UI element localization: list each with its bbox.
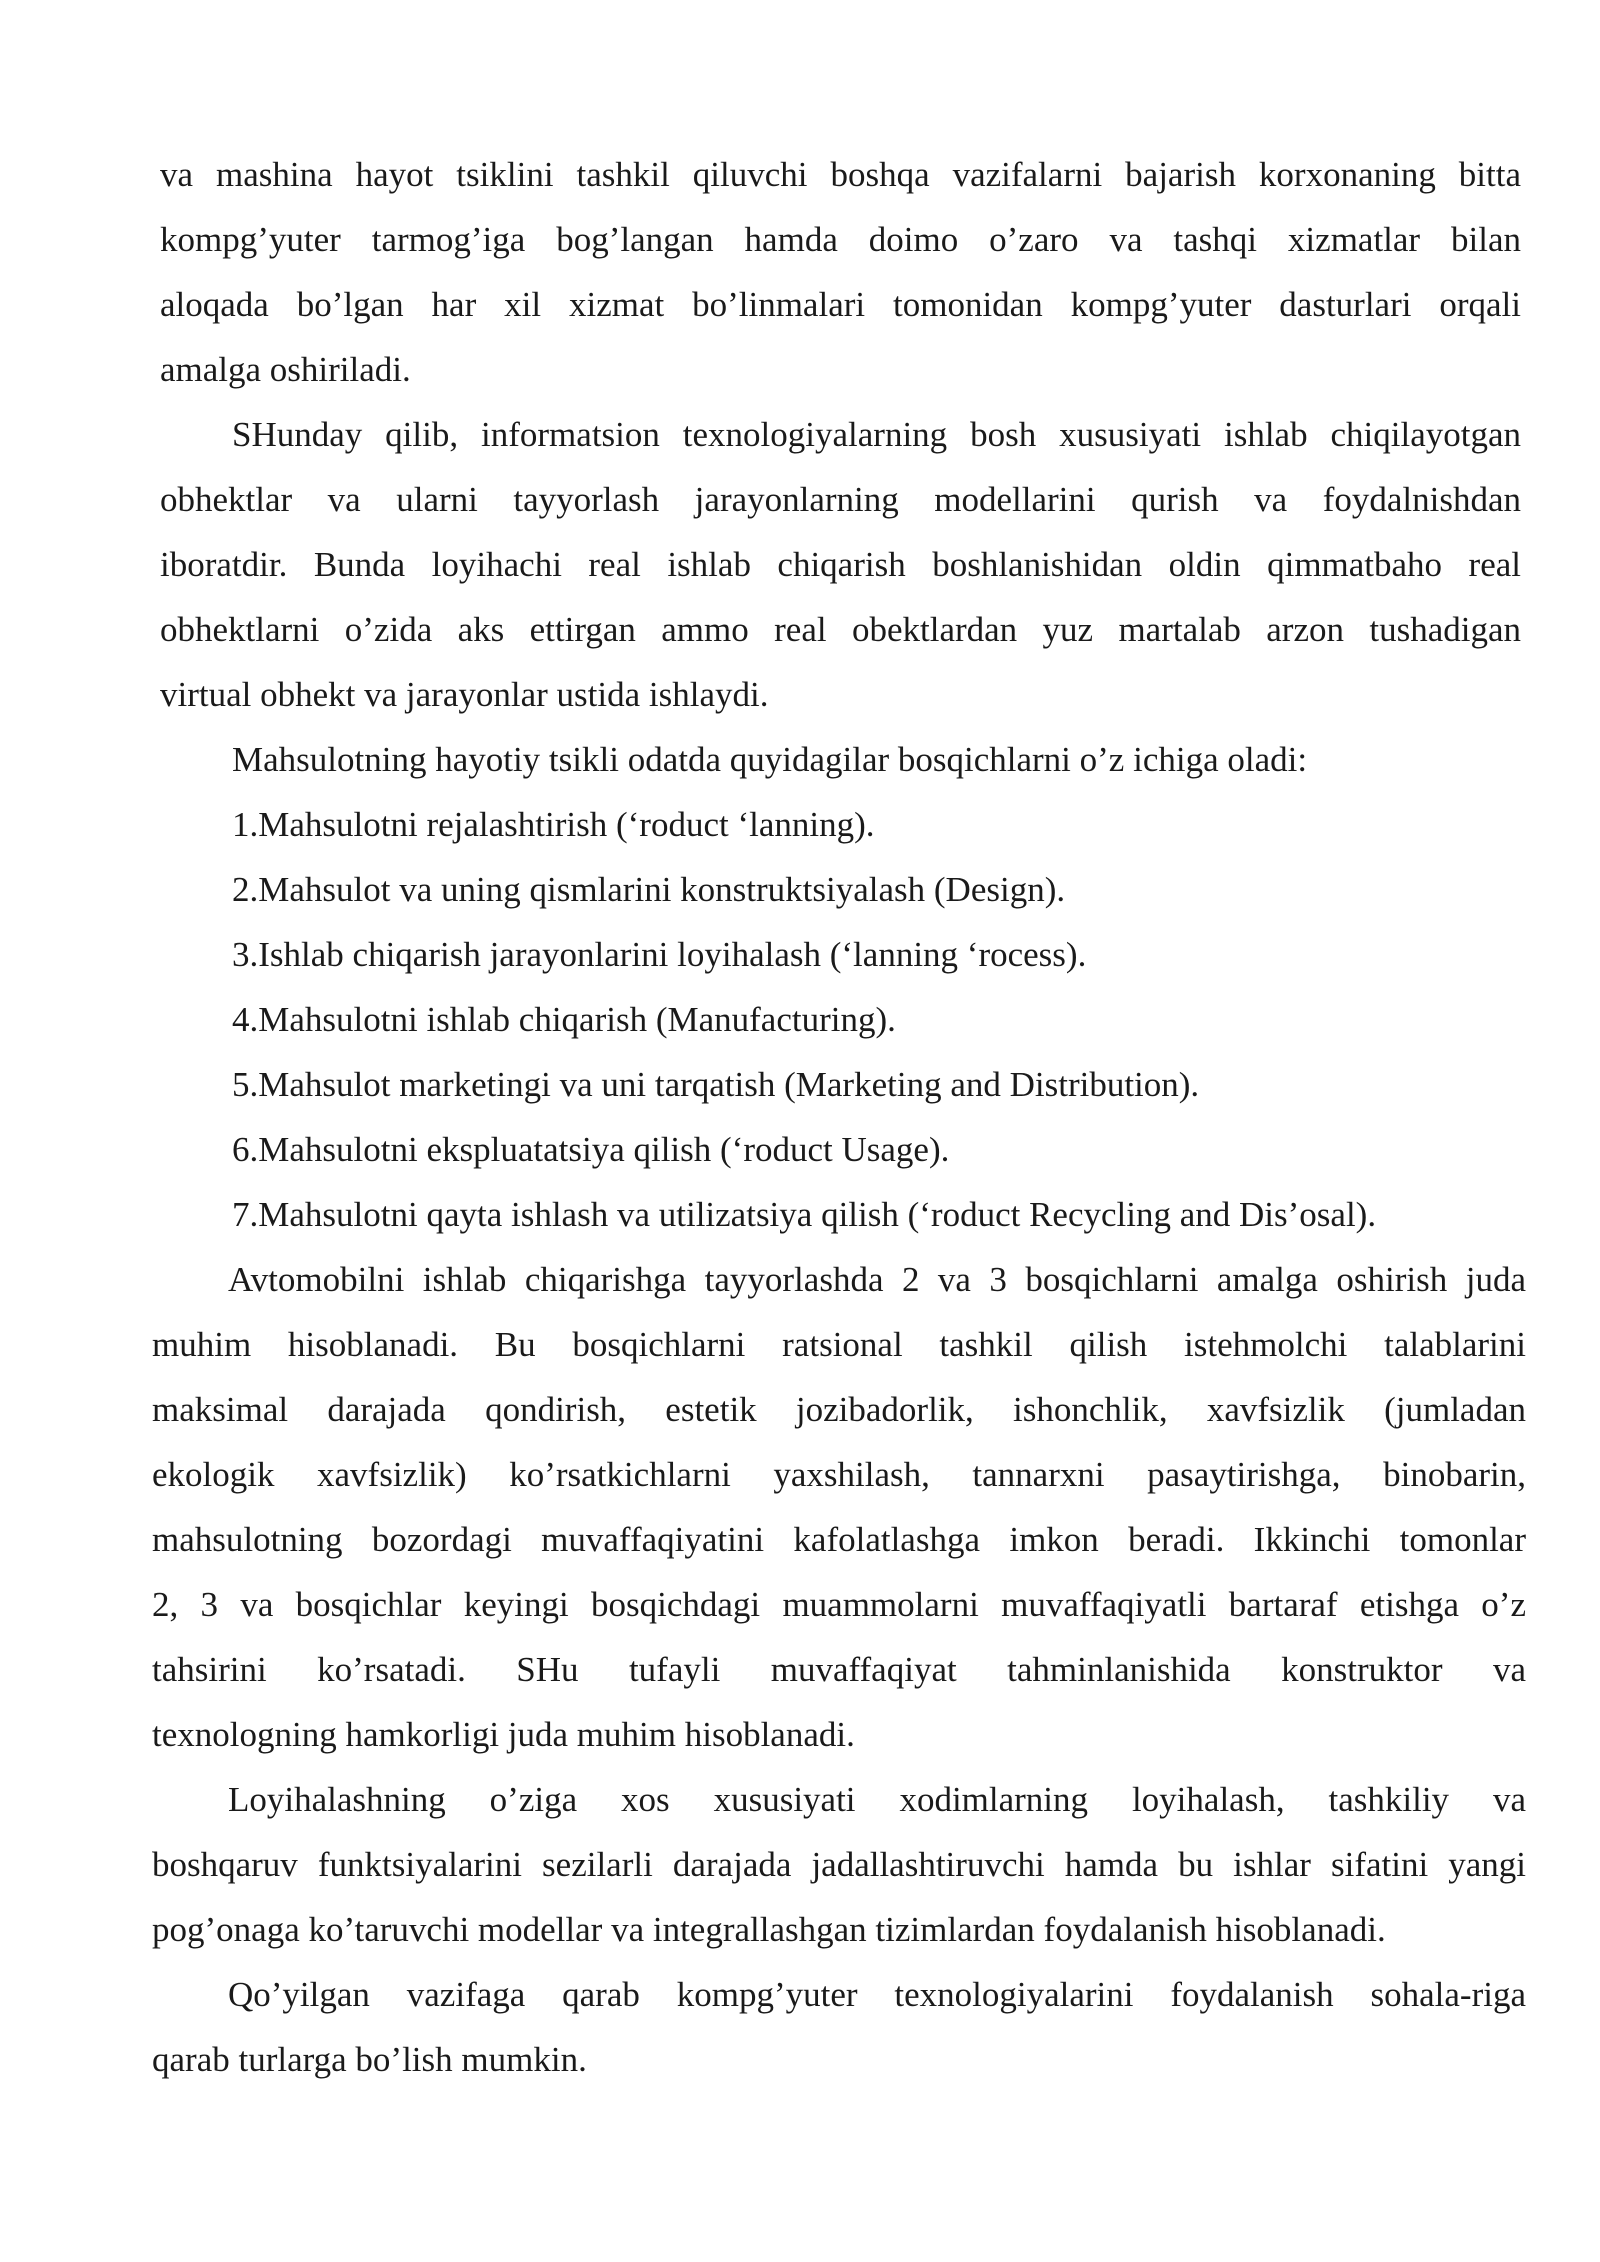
text-line: virtual obhekt va jarayonlar ustida ishlaydi. — [160, 675, 769, 714]
text-line: obhektlar va ularni tayyorlash jarayonlarning modellarini qurish va foydalnishdan — [160, 480, 1521, 519]
text-line: SHunday qilib, informatsion texnologiyalarning bosh xususiyati ishlab chiqilayotgan — [232, 415, 1521, 454]
text-line: maksimal darajada qondirish, estetik jozibadorlik, ishonchlik, xavfsizlik (jumladan — [152, 1390, 1526, 1429]
text-line: ekologik xavfsizlik) ko’rsatkichlarni yaxshilash, tannarxni pasaytirishga, binobarin, — [152, 1455, 1526, 1494]
list-item: 2.Mahsulot va uning qismlarini konstruktsiyalash (Design). — [232, 870, 1066, 909]
text-line: obhektlarni o’zida aks ettirgan ammo real obektlardan yuz martalab arzon tushadigan — [160, 610, 1521, 649]
text-line: pog’onaga ko’taruvchi modellar va integrallashgan tizimlardan foydalanish hisoblanadi. — [152, 1910, 1386, 1949]
list-item: 3.Ishlab chiqarish jarayonlarini loyihalash (‘lanning ‘rocess). — [232, 935, 1087, 974]
list-item: 4.Mahsulotni ishlab chiqarish (Manufacturing). — [232, 1000, 896, 1039]
text-line: Mahsulotning hayotiy tsikli odatda quyidagilar bosqichlarni o’z ichiga oladi: — [232, 740, 1308, 779]
text-line: Qo’yilgan vazifaga qarab kompg’yuter texnologiyalarini foydalanish sohala-riga — [228, 1975, 1526, 2014]
text-line: Loyihalashning o’ziga xos xususiyati xodimlarning loyihalash, tashkiliy va — [228, 1780, 1526, 1819]
list-item: 5.Mahsulot marketingi va uni tarqatish (Marketing and Distribution). — [232, 1065, 1200, 1104]
text-line: Avtomobilni ishlab chiqarishga tayyorlashda 2 va 3 bosqichlarni amalga oshirish juda — [228, 1260, 1526, 1299]
list-item: 6.Mahsulotni ekspluatatsiya qilish (‘roduct Usage). — [232, 1130, 950, 1169]
text-line: qarab turlarga bo’lish mumkin. — [152, 2040, 587, 2079]
text-line: texnologning hamkorligi juda muhim hisoblanadi. — [152, 1715, 855, 1754]
text-line: mahsulotning bozordagi muvaffaqiyatini kafolatlashga imkon beradi. Ikkinchi tomonlar — [152, 1520, 1526, 1559]
text-line: tahsirini ko’rsatadi. SHu tufayli muvaffaqiyat tahminlanishida konstruktor va — [152, 1650, 1526, 1689]
text-line: va mashina hayot tsiklini tashkil qiluvchi boshqa vazifalarni bajarish korxonaning bitta — [160, 155, 1521, 194]
text-line: iboratdir. Bunda loyihachi real ishlab chiqarish boshlanishidan oldin qimmatbaho real — [160, 545, 1521, 584]
list-item: 7.Mahsulotni qayta ishlash va utilizatsiya qilish (‘roduct Recycling and Dis’osal). — [232, 1195, 1377, 1234]
text-line: aloqada bo’lgan har xil xizmat bo’linmalari tomonidan kompg’yuter dasturlari orqali — [160, 285, 1521, 324]
text-line: kompg’yuter tarmog’iga bog’langan hamda doimo o’zaro va tashqi xizmatlar bilan — [160, 220, 1521, 259]
text-line: 2, 3 va bosqichlar keyingi bosqichdagi muammolarni muvaffaqiyatli bartaraf etishga o’z — [152, 1585, 1526, 1624]
list-item: 1.Mahsulotni rejalashtirish (‘roduct ‘lanning). — [232, 805, 875, 844]
text-line: boshqaruv funktsiyalarini sezilarli darajada jadallashtiruvchi hamda bu ishlar sifatini yangi — [152, 1845, 1526, 1884]
text-line: amalga oshiriladi. — [160, 350, 411, 389]
text-line: muhim hisoblanadi. Bu bosqichlarni ratsional tashkil qilish istehmolchi talablarini — [152, 1325, 1526, 1364]
